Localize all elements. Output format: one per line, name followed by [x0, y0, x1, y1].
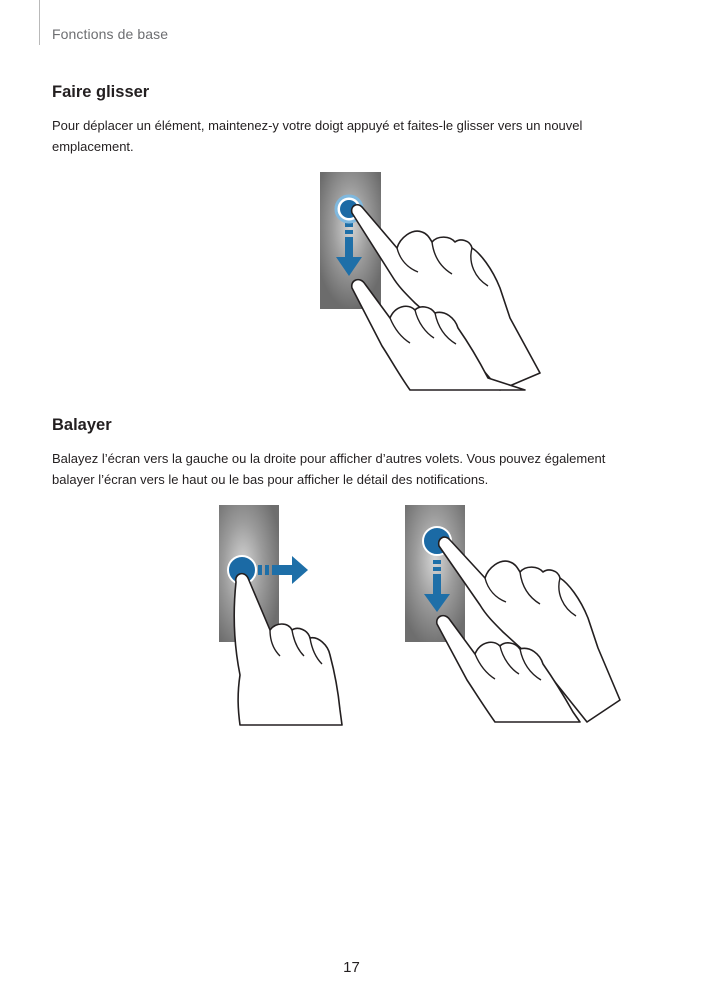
hand-outline — [234, 574, 342, 725]
drag-gesture-icon — [300, 168, 540, 390]
swipe-description: Balayez l’écran vers la gauche ou la droite pour afficher d’autres volets. Vous pouvez également balayer l’écran vers le haut ou le bas pour afficher le détail des notifications. — [52, 451, 606, 487]
phone-screen — [405, 505, 465, 642]
swipe-vertical-icon — [395, 500, 620, 722]
drag-description: Pour déplacer un élément, maintenez-y votre doigt appuyé et faites-le glisser vers un nouvel emplacement. — [52, 118, 583, 154]
page-number: 17 — [343, 959, 360, 976]
running-header: Fonctions de base — [52, 26, 169, 42]
header-divider — [39, 0, 40, 45]
section-title-drag: Faire glisser — [52, 83, 150, 101]
swipe-horizontal-icon — [210, 500, 360, 725]
section-title-swipe: Balayer — [52, 416, 112, 434]
